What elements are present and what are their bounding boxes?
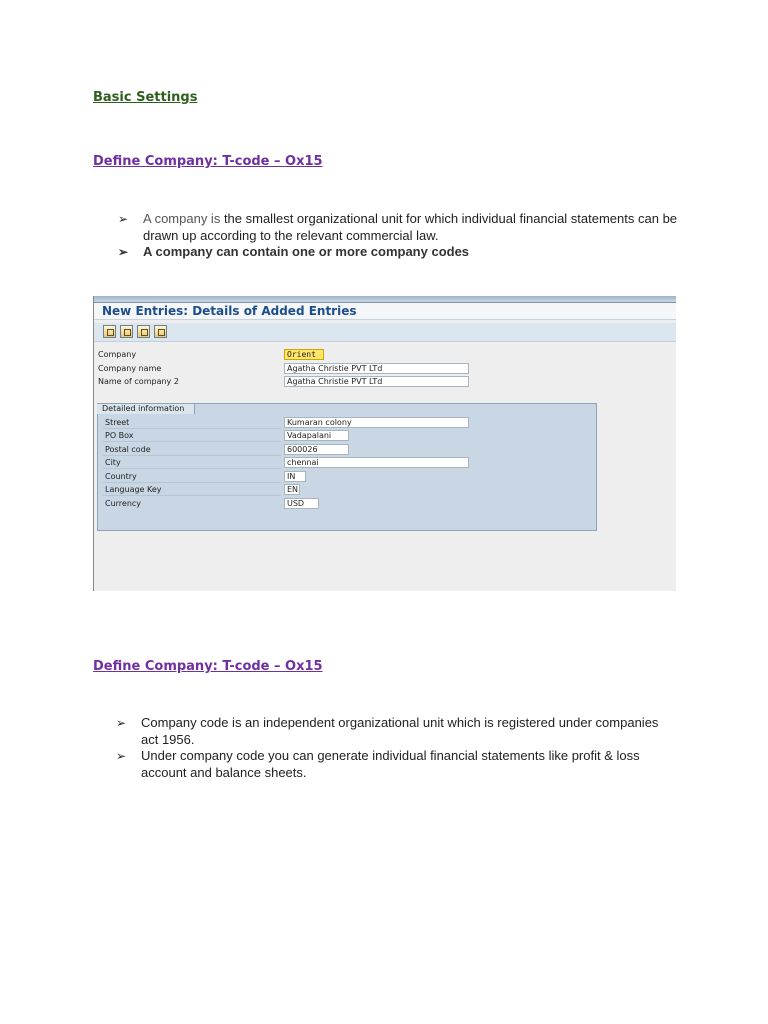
company-code-bullet-list [116,715,676,781]
company-bullet-list [118,211,678,261]
currency-input[interactable]: USD [284,498,319,509]
street-label: Street [105,418,130,427]
bullet-lead: A company is [143,211,221,226]
company-input[interactable]: Orient [284,349,324,360]
list-item [116,748,676,781]
page-heading: Basic Settings [93,90,198,105]
section-heading-define-company: Define Company: T-code – Ox15 [93,154,323,169]
country-input[interactable]: IN [284,471,306,482]
bullet-text: Under company code you can generate individual financial statements like profit & loss account and balance sheets. [141,748,640,780]
company-label: Company [98,350,137,359]
po-box-input[interactable]: Vadapalani [284,430,349,441]
currency-label: Currency [105,499,142,508]
company-name2-label: Name of company 2 [98,377,179,386]
row-separator [103,455,281,456]
sap-screen-title: New Entries: Details of Added Entries [102,304,357,318]
language-key-label: Language Key [105,485,162,494]
row-separator [103,441,281,442]
sap-application-toolbar [94,323,676,342]
company-name-input[interactable]: Agatha Christie PVT LTd [284,363,469,374]
detailed-information-title: Detailed information [97,404,195,414]
section-heading-define-company-code: Define Company: T-code – Ox15 [93,659,323,674]
row-separator [103,482,281,483]
city-label: City [105,458,121,467]
arrow-bullet-icon: ➢ [118,212,129,226]
sap-system-toolbar [94,296,676,303]
bullet-text: the smallest organizational unit for which individual financial statements can be drawn up according to the relevant commercial law. [143,211,678,243]
save-icon[interactable] [154,325,167,338]
list-item [118,211,678,244]
list-item [116,715,676,748]
company-name-label: Company name [98,364,162,373]
postal-code-input[interactable]: 600026 [284,444,349,455]
edit-icon[interactable] [103,325,116,338]
list-item [118,244,678,261]
row-separator [103,495,281,496]
bullet-text: Company code is an independent organizational unit which is registered under companies act 1956. [141,715,659,747]
street-input[interactable]: Kumaran colony [284,417,469,428]
country-label: Country [105,472,137,481]
arrow-bullet-icon: ➢ [116,749,127,763]
city-input[interactable]: chennai [284,457,469,468]
po-box-label: PO Box [105,431,134,440]
sap-title-bar [94,303,676,320]
row-separator [103,468,281,469]
bullet-text: A company can contain one or more company codes [143,244,470,259]
language-key-input[interactable]: EN [284,484,300,495]
row-separator [103,428,281,429]
sap-empty-area [94,532,676,591]
postal-code-label: Postal code [105,445,151,454]
arrow-bullet-icon: ➢ [116,716,127,730]
company-name2-input[interactable]: Agatha Christie PVT LTd [284,376,469,387]
sap-screenshot [93,296,676,591]
display-icon[interactable] [120,325,133,338]
arrow-bullet-icon: ➢ [118,245,129,259]
copy-icon[interactable] [137,325,150,338]
